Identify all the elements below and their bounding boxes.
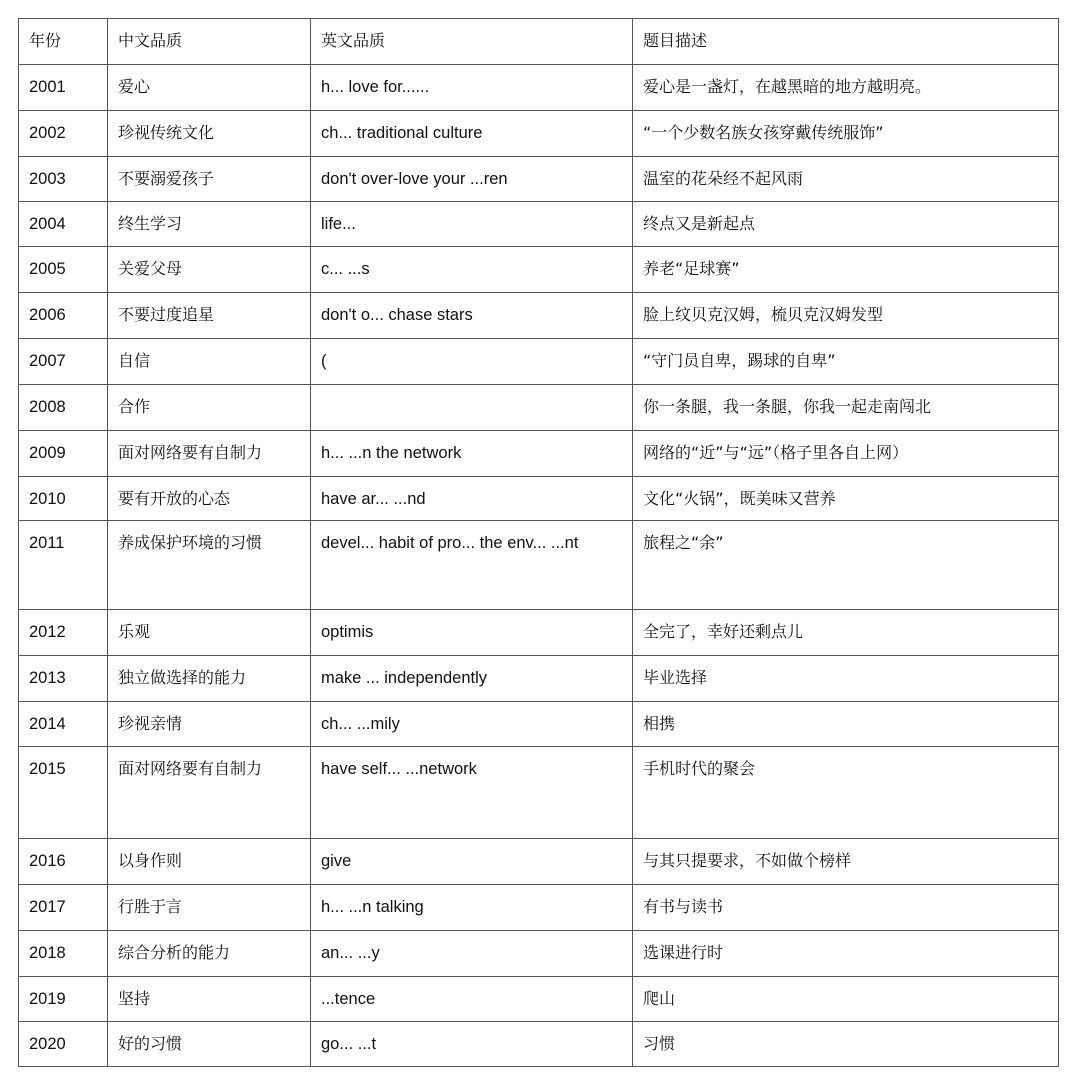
cn-quality-cell: 不要溺爱孩子 xyxy=(108,157,311,202)
header-desc: 题目描述 xyxy=(633,19,1059,65)
cn-quality-cell: 坚持 xyxy=(108,977,311,1022)
cn-quality-cell: 合作 xyxy=(108,385,311,431)
en-quality-cell: have self... ...network xyxy=(311,747,633,839)
table-row xyxy=(19,977,1059,1022)
en-quality-cell: devel... habit of pro... the env... ...nt xyxy=(311,521,633,610)
table-row xyxy=(19,111,1059,157)
description-cell: 终点又是新起点 xyxy=(633,202,1059,247)
cn-quality-cell: 独立做选择的能力 xyxy=(108,656,311,702)
description-cell: 习惯 xyxy=(633,1022,1059,1067)
table-row xyxy=(19,157,1059,202)
header-cn: 中文品质 xyxy=(108,19,311,65)
en-quality-cell: optimis xyxy=(311,610,633,656)
description-cell: 温室的花朵经不起风雨 xyxy=(633,157,1059,202)
cn-quality-cell: 行胜于言 xyxy=(108,885,311,931)
en-quality-cell: have ar... ...nd xyxy=(311,477,633,521)
year-cell: 2002 xyxy=(19,111,108,157)
description-cell: 爱心是一盏灯，在越黑暗的地方越明亮。 xyxy=(633,65,1059,111)
year-cell: 2011 xyxy=(19,521,108,610)
year-cell: 2010 xyxy=(19,477,108,521)
year-cell: 2008 xyxy=(19,385,108,431)
description-cell: 你一条腿，我一条腿，你我一起走南闯北 xyxy=(633,385,1059,431)
table-row xyxy=(19,65,1059,111)
table-header-row xyxy=(19,19,1059,65)
description-cell: 文化“火锅”，既美味又营养 xyxy=(633,477,1059,521)
year-cell: 2013 xyxy=(19,656,108,702)
table-row xyxy=(19,293,1059,339)
year-cell: 2015 xyxy=(19,747,108,839)
cn-quality-cell: 不要过度追星 xyxy=(108,293,311,339)
description-cell: 有书与读书 xyxy=(633,885,1059,931)
year-cell: 2019 xyxy=(19,977,108,1022)
cn-quality-cell: 自信 xyxy=(108,339,311,385)
cn-quality-cell: 珍视亲情 xyxy=(108,702,311,747)
table-row xyxy=(19,431,1059,477)
year-cell: 2016 xyxy=(19,839,108,885)
year-cell: 2009 xyxy=(19,431,108,477)
cn-quality-cell: 以身作则 xyxy=(108,839,311,885)
description-cell: 选课进行时 xyxy=(633,931,1059,977)
cn-quality-cell: 爱心 xyxy=(108,65,311,111)
cn-quality-cell: 养成保护环境的习惯 xyxy=(108,521,311,610)
table-row xyxy=(19,1022,1059,1067)
table-row xyxy=(19,521,1059,610)
description-cell: 爬山 xyxy=(633,977,1059,1022)
en-quality-cell: c... ...s xyxy=(311,247,633,293)
en-quality-cell: ( xyxy=(311,339,633,385)
description-cell: 旅程之“余” xyxy=(633,521,1059,610)
cn-quality-cell: 终生学习 xyxy=(108,202,311,247)
description-cell: 手机时代的聚会 xyxy=(633,747,1059,839)
table-row xyxy=(19,339,1059,385)
year-cell: 2018 xyxy=(19,931,108,977)
cn-quality-cell: 综合分析的能力 xyxy=(108,931,311,977)
cn-quality-cell: 珍视传统文化 xyxy=(108,111,311,157)
table-row xyxy=(19,656,1059,702)
cn-quality-cell: 关爱父母 xyxy=(108,247,311,293)
cn-quality-cell: 面对网络要有自制力 xyxy=(108,747,311,839)
en-quality-cell: h... ...n talking xyxy=(311,885,633,931)
en-quality-cell: ...tence xyxy=(311,977,633,1022)
table-row xyxy=(19,477,1059,521)
table-row xyxy=(19,885,1059,931)
year-cell: 2012 xyxy=(19,610,108,656)
en-quality-cell: ch... traditional culture xyxy=(311,111,633,157)
year-cell: 2001 xyxy=(19,65,108,111)
table-row xyxy=(19,247,1059,293)
cn-quality-cell: 好的习惯 xyxy=(108,1022,311,1067)
year-cell: 2005 xyxy=(19,247,108,293)
table-row xyxy=(19,202,1059,247)
en-quality-cell: ch... ...mily xyxy=(311,702,633,747)
description-cell: “守门员自卑，踢球的自卑” xyxy=(633,339,1059,385)
year-cell: 2004 xyxy=(19,202,108,247)
table-row xyxy=(19,702,1059,747)
table-row xyxy=(19,931,1059,977)
en-quality-cell: make ... independently xyxy=(311,656,633,702)
en-quality-cell: don't o... chase stars xyxy=(311,293,633,339)
en-quality-cell: go... ...t xyxy=(311,1022,633,1067)
quality-table xyxy=(18,18,1059,1067)
en-quality-cell: h... love for...... xyxy=(311,65,633,111)
en-quality-cell: life... xyxy=(311,202,633,247)
description-cell: 网络的“近”与“远”（格子里各自上网） xyxy=(633,431,1059,477)
header-en: 英文品质 xyxy=(311,19,633,65)
en-quality-cell: give xyxy=(311,839,633,885)
description-cell: “一个少数名族女孩穿戴传统服饰” xyxy=(633,111,1059,157)
table-row xyxy=(19,610,1059,656)
en-quality-cell: h... ...n the network xyxy=(311,431,633,477)
description-cell: 相携 xyxy=(633,702,1059,747)
description-cell: 脸上纹贝克汉姆，梳贝克汉姆发型 xyxy=(633,293,1059,339)
description-cell: 与其只提要求，不如做个榜样 xyxy=(633,839,1059,885)
year-cell: 2006 xyxy=(19,293,108,339)
year-cell: 2020 xyxy=(19,1022,108,1067)
year-cell: 2003 xyxy=(19,157,108,202)
year-cell: 2017 xyxy=(19,885,108,931)
header-year: 年份 xyxy=(19,19,108,65)
cn-quality-cell: 乐观 xyxy=(108,610,311,656)
table-row xyxy=(19,385,1059,431)
en-quality-cell: don't over-love your ...ren xyxy=(311,157,633,202)
en-quality-cell: an... ...y xyxy=(311,931,633,977)
cn-quality-cell: 面对网络要有自制力 xyxy=(108,431,311,477)
description-cell: 养老“足球赛” xyxy=(633,247,1059,293)
en-quality-cell xyxy=(311,385,633,431)
table-row xyxy=(19,839,1059,885)
description-cell: 全完了，幸好还剩点儿 xyxy=(633,610,1059,656)
year-cell: 2007 xyxy=(19,339,108,385)
year-cell: 2014 xyxy=(19,702,108,747)
cn-quality-cell: 要有开放的心态 xyxy=(108,477,311,521)
description-cell: 毕业选择 xyxy=(633,656,1059,702)
table-row xyxy=(19,747,1059,839)
